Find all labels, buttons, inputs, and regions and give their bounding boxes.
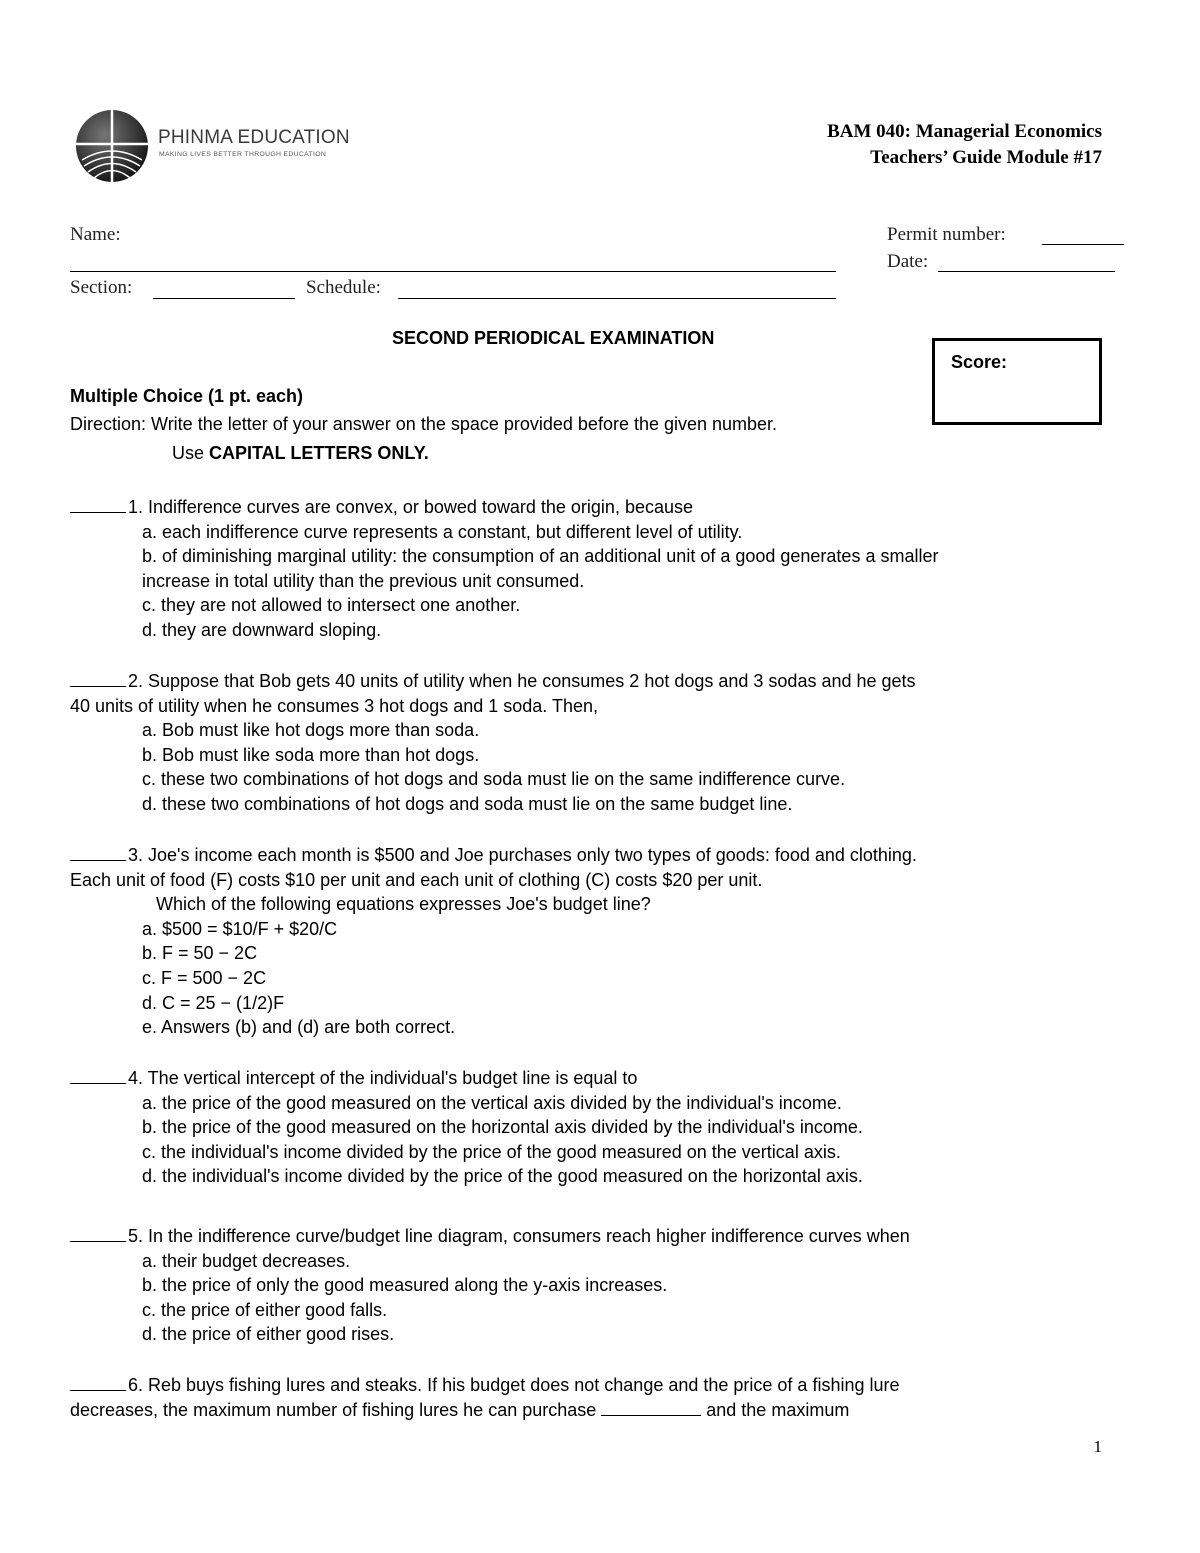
answer-blank-2[interactable] (70, 671, 126, 687)
course-title: BAM 040: Managerial Economics (827, 121, 1102, 142)
section-heading: Multiple Choice (1 pt. each) (70, 386, 304, 406)
permit-number-label: Permit number: (887, 224, 1006, 245)
question-stem (70, 669, 1130, 694)
question-text: 4. The vertical intercept of the individual's budget line is equal to (128, 1068, 638, 1088)
question-stem (70, 1373, 1130, 1398)
option-d: d. the price of either good rises. (142, 1324, 395, 1345)
question-stem (70, 495, 1130, 520)
fill-in-blank[interactable] (601, 1400, 701, 1416)
permit-number-field[interactable] (1042, 244, 1124, 245)
option-b: b. Bob must like soda more than hot dogs. (142, 744, 480, 765)
question-6 (70, 1373, 1130, 1422)
option-a: a. the price of the good measured on the vertical axis divided by the individual's income. (142, 1092, 842, 1113)
section-label: Section: (70, 277, 133, 298)
option-d: d. the individual's income divided by the price of the good measured on the horizontal axis. (142, 1166, 863, 1187)
score-box (932, 338, 1102, 425)
name-field[interactable] (70, 271, 836, 272)
option-b: b. the price of only the good measured along the y-axis increases. (142, 1275, 668, 1296)
logo-tagline: MAKING LIVES BETTER THROUGH EDUCATION (159, 151, 327, 158)
option-c: c. they are not allowed to intersect one another. (142, 595, 521, 616)
schedule-label: Schedule: (306, 277, 381, 298)
question-2 (70, 669, 1130, 817)
question-5 (70, 1224, 1130, 1347)
answer-blank-5[interactable] (70, 1226, 126, 1242)
question-stem-continued: Each unit of food (F) costs $10 per unit and each unit of clothing (C) costs $20 per unit. (70, 869, 763, 890)
date-field[interactable] (938, 271, 1115, 272)
name-label: Name: (70, 224, 121, 245)
direction-text: Direction: Write the letter of your answer on the space provided before the given number. (70, 414, 778, 434)
question-stem-continued (70, 1398, 1130, 1423)
question-text: 3. Joe's income each month is $500 and Joe purchases only two types of goods: food and clothing. (128, 845, 917, 865)
option-a: a. Bob must like hot dogs more than soda. (142, 720, 480, 741)
question-text: 6. Reb buys fishing lures and steaks. If his budget does not change and the price of a fishing lure (128, 1375, 900, 1395)
question-text: 5. In the indifference curve/budget line diagram, consumers reach higher indifference curves when (128, 1226, 910, 1246)
module-title: Teachers’ Guide Module #17 (870, 147, 1102, 168)
schedule-field[interactable] (398, 298, 836, 299)
option-e: e. Answers (b) and (d) are both correct. (142, 1017, 456, 1038)
page-number: 1 (1093, 1437, 1102, 1456)
question-stem (70, 843, 1130, 868)
question-3 (70, 843, 1130, 1040)
option-b: b. the price of the good measured on the horizontal axis divided by the individual's income. (142, 1117, 863, 1138)
logo-name: PHINMA EDUCATION (158, 127, 350, 148)
option-b-continued: increase in total utility than the previous unit consumed. (142, 570, 585, 591)
answer-blank-3[interactable] (70, 845, 126, 861)
option-a: a. their budget decreases. (142, 1250, 351, 1271)
capital-letters-emphasis: CAPITAL LETTERS ONLY. (209, 443, 429, 463)
option-b: b. F = 50 − 2C (142, 943, 258, 964)
answer-blank-1[interactable] (70, 497, 126, 513)
option-a: a. $500 = $10/F + $20/C (142, 918, 338, 939)
exam-title: SECOND PERIODICAL EXAMINATION (392, 328, 715, 348)
option-d: d. they are downward sloping. (142, 619, 382, 640)
date-label: Date: (887, 251, 929, 272)
option-c: c. the price of either good falls. (142, 1299, 388, 1320)
question-stem (70, 1224, 1130, 1249)
question-stem-prompt: Which of the following equations expresses Joe's budget line? (156, 894, 651, 915)
option-c: c. F = 500 − 2C (142, 967, 267, 988)
answer-blank-6[interactable] (70, 1375, 126, 1391)
question-text: 1. Indifference curves are convex, or bowed toward the origin, because (128, 497, 693, 517)
question-stem (70, 1066, 1130, 1091)
question-text-part: and the maximum (701, 1399, 850, 1420)
question-text-part: decreases, the maximum number of fishing lures he can purchase (70, 1399, 602, 1420)
question-text: 2. Suppose that Bob gets 40 units of utility when he consumes 2 hot dogs and 3 sodas and he gets (128, 671, 916, 691)
option-b: b. of diminishing marginal utility: the consumption of an additional unit of a good generates a smaller (142, 546, 939, 567)
direction-emphasis (172, 443, 429, 464)
score-label: Score: (951, 352, 1008, 372)
option-a: a. each indifference curve represents a constant, but different level of utility. (142, 521, 743, 542)
question-1 (70, 495, 1130, 643)
option-d: d. C = 25 − (1/2)F (142, 992, 285, 1013)
answer-blank-4[interactable] (70, 1068, 126, 1084)
option-d: d. these two combinations of hot dogs and soda must lie on the same budget line. (142, 793, 793, 814)
option-c: c. these two combinations of hot dogs and soda must lie on the same indifference curve. (142, 769, 846, 790)
use-prefix: Use (172, 443, 210, 463)
section-field[interactable] (153, 298, 295, 299)
option-c: c. the individual's income divided by the price of the good measured on the vertical axis. (142, 1141, 841, 1162)
question-4 (70, 1066, 1130, 1189)
question-stem-continued: 40 units of utility when he consumes 3 hot dogs and 1 soda. Then, (70, 695, 599, 716)
